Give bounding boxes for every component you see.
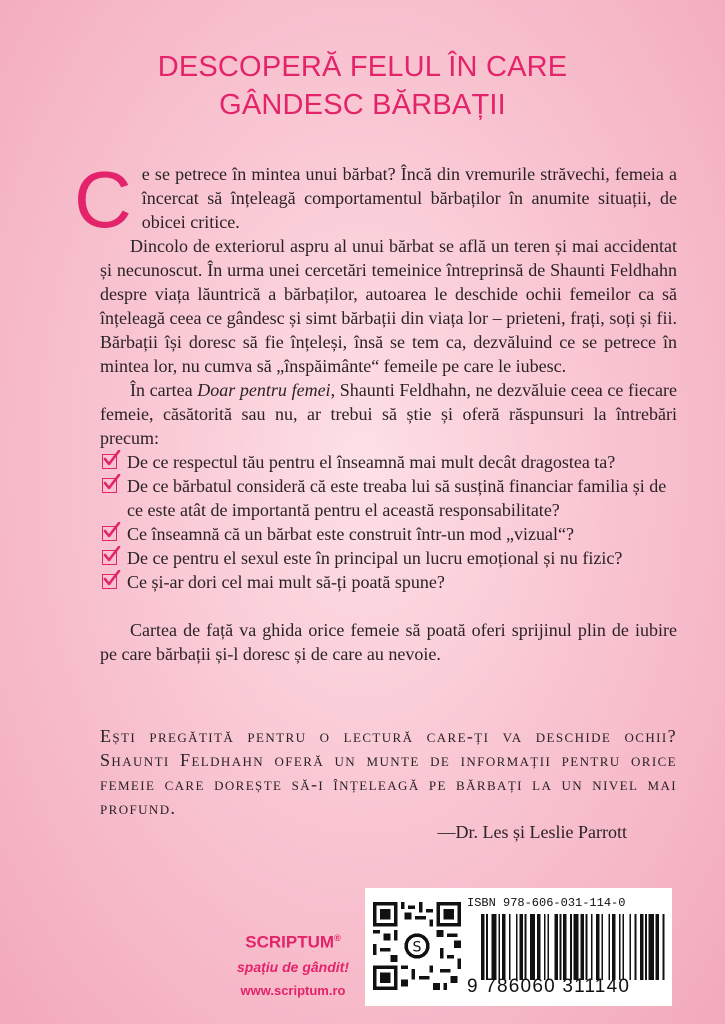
barcode-bar (563, 914, 566, 980)
publisher-tagline: spațiu de gândit! (237, 958, 349, 975)
checked-box-icon (102, 454, 117, 469)
closing-paragraph: Cartea de față va ghida orice femeie să poată oferi sprijinul plin de iubire pe care bărbații și-l doresc și de care au nevoie. (100, 620, 677, 664)
endorsement-quote: Ești pregătită pentru o lectură care-ți va deschide ochii? Shaunti Feldhahn oferă un munte de informații pentru orice femeie care dorește să-i înțeleagă pe bărbați la un nivel mai profund. (100, 726, 677, 818)
body-paragraph-3 (100, 378, 677, 450)
question-item (100, 522, 677, 546)
barcode-bars (481, 914, 666, 980)
barcode-digits: 9 786060 311140 (467, 976, 631, 997)
barcode-bar (519, 914, 522, 980)
svg-text:S: S (412, 939, 422, 956)
barcode-bar (509, 914, 511, 980)
question-text: Ce înseamnă că un bărbat este construit într-un mod „vizual“? (127, 524, 574, 544)
barcode-bar (645, 914, 647, 980)
publisher-logo (228, 926, 358, 955)
question-text: De ce respectul tău pentru el înseamnă mai mult decât dragostea ta? (127, 452, 616, 472)
barcode-bar (481, 914, 484, 980)
question-text: Ce și-ar dori cel mai mult să-ți poată spune? (127, 572, 445, 592)
question-item (100, 474, 677, 522)
p3-before: În cartea (130, 380, 198, 400)
cover-heading (0, 48, 725, 124)
barcode-bar (554, 914, 557, 980)
spacer (100, 594, 677, 618)
barcode-bar (530, 914, 535, 980)
question-item (100, 450, 677, 474)
barcode-bar (622, 914, 624, 980)
publisher-block (228, 926, 358, 1003)
barcode-bar (601, 914, 603, 980)
heading-line-2: GÂNDESC BĂRBAȚII (219, 89, 506, 121)
checked-box-icon (102, 574, 117, 589)
barcode-bar (537, 914, 540, 980)
barcode-bar (516, 914, 518, 980)
heading-line-1: DESCOPERĂ FELUL ÎN CARE (157, 51, 568, 83)
barcode-bar (498, 914, 500, 980)
barcode-bar (547, 914, 549, 980)
body-paragraph-2: Dincolo de exteriorul aspru al unui bărbat se află un teren și mai accidentat și necunoscut. În urma unei cercetări temeinice întreprinsă de Shaunti Feldhahn despre viața lăuntrică a bărbaților, autoarea le deschide ochii femeilor ca să înțeleagă ceea ce gândesc și simt bărbații din viața lor – prieteni, frați, soți și fii. Bărbații își doresc să fie înțeleși, însă se tem ca, dezvăluind ce se petrece în mintea lor, nu cumva să „înspăimânte“ femeile pe care le iubesc. (100, 236, 677, 376)
checked-box-icon (102, 550, 117, 565)
barcode-bar (663, 914, 665, 980)
barcode-bar (591, 914, 593, 980)
questions-list (100, 450, 677, 594)
barcode-bar (580, 914, 583, 980)
question-text: De ce pentru el sexul este în principal un lucru emoțional și nu fizic? (127, 548, 623, 568)
question-text: De ce bărbatul consideră că este treaba lui să susțină financiar familia și de ce este atât de importantă pentru el această responsabilitate? (127, 476, 667, 520)
barcode-bar (502, 914, 505, 980)
barcode-bar (612, 914, 615, 980)
barcode-bar (570, 914, 572, 980)
intro-text: e se petrece în mintea unui bărbat? Încă din vremurile străvechi, femeia a încercat să înțeleagă comportamentul bărbaților în anumite situații, de obicei critice. (141, 164, 677, 232)
question-item (100, 546, 677, 570)
intro-paragraph (74, 155, 677, 244)
barcode-bar (560, 914, 562, 980)
isbn-label: ISBN 978-606-031-114-0 (467, 896, 626, 910)
barcode-bar (640, 914, 643, 980)
question-item (100, 570, 677, 594)
barcode-bar (656, 914, 659, 980)
checked-box-icon (102, 526, 117, 541)
book-title: Doar pentru femei (197, 380, 331, 400)
barcode-panel (365, 888, 672, 1006)
barcode-bar (649, 914, 654, 980)
barcode-bar (544, 914, 546, 980)
barcode-bar (608, 914, 610, 980)
publisher-name: SCRIPTUM (245, 932, 335, 952)
barcode-bar (586, 914, 588, 980)
p3-after: , Shaunti Feldhahn, ne dezvăluie ceea ce fiecare femeie, căsătorită sau nu, ar trebui să știe și oferă răspunsuri la întrebări precum: (100, 380, 677, 448)
barcode-bar (525, 914, 527, 980)
barcode-bar (574, 914, 579, 980)
barcode-bar (635, 914, 637, 980)
registered-mark: ® (334, 933, 341, 943)
endorsement-attribution: —Dr. Les și Leslie Parrott (437, 822, 627, 842)
publisher-website: www.scriptum.ro (240, 982, 346, 998)
barcode-bar (619, 914, 621, 980)
checked-box-icon (102, 478, 117, 493)
barcode-bar (596, 914, 599, 980)
qr-code-icon (373, 902, 461, 990)
barcode-bar (486, 914, 488, 980)
blurb-body (74, 155, 677, 666)
drop-cap: C (74, 155, 132, 244)
barcode-bar (491, 914, 496, 980)
barcode-bar (629, 914, 631, 980)
